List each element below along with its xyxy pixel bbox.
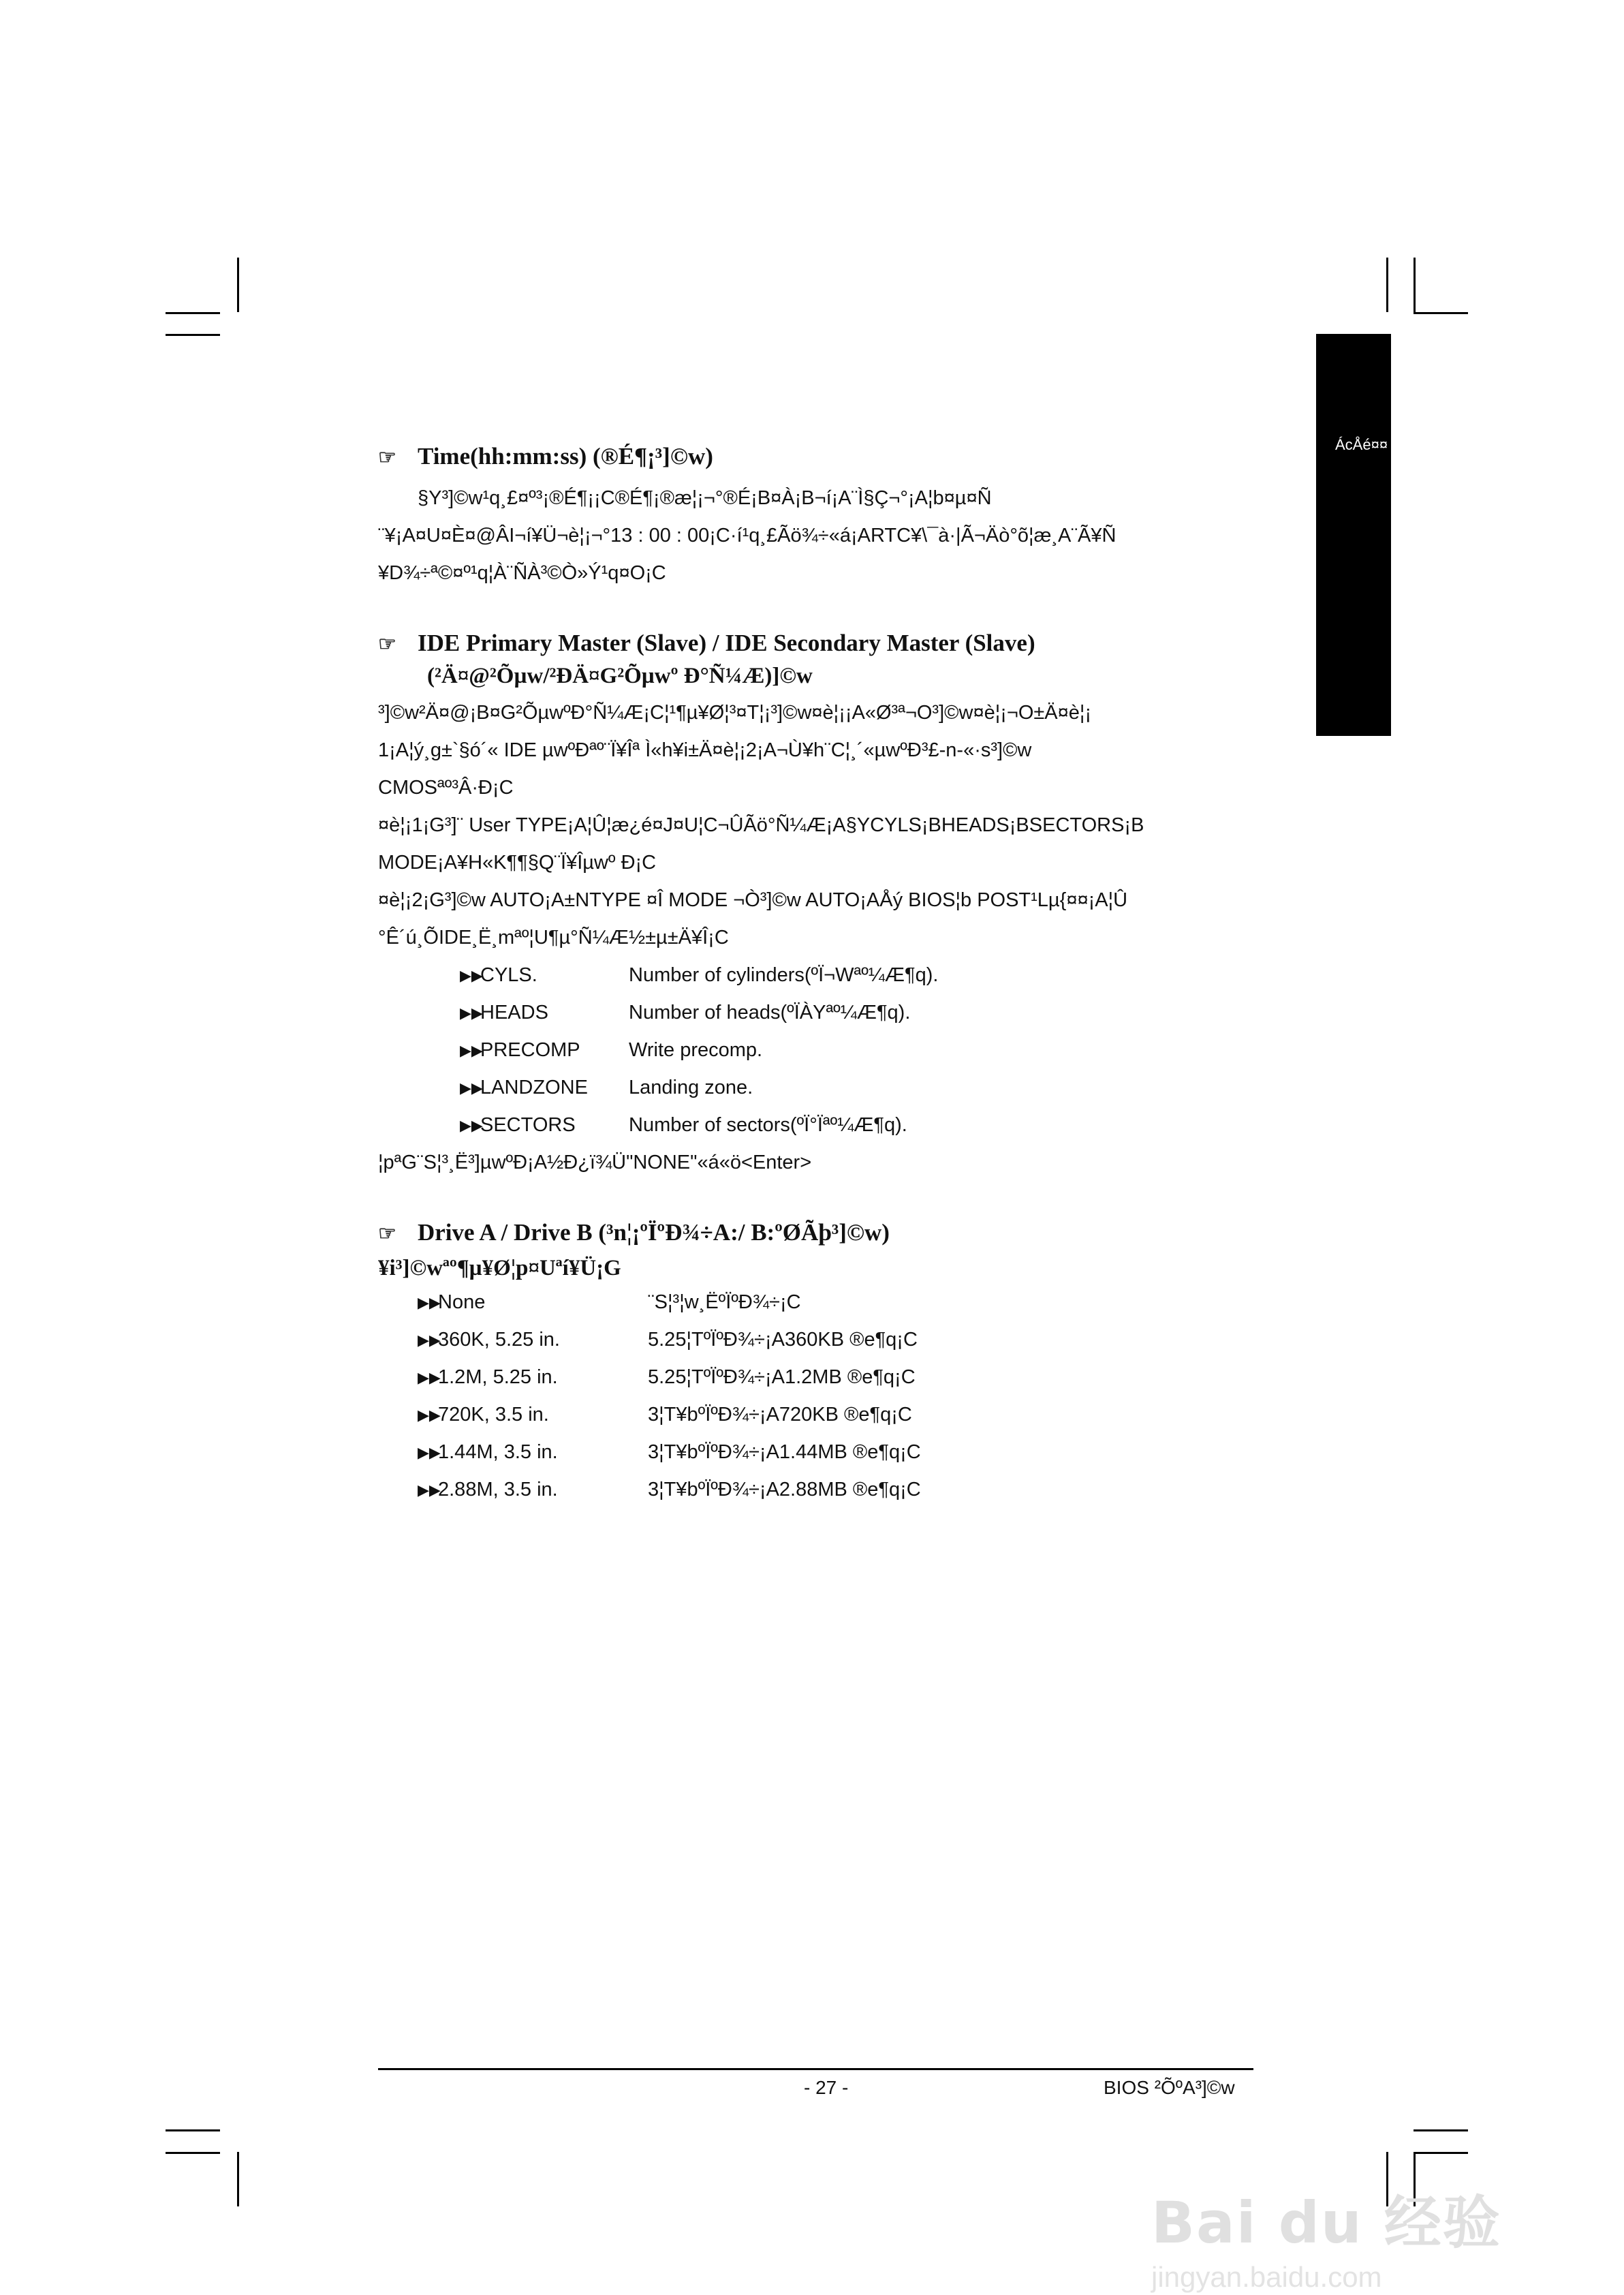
ide-note: ¦pªG¨S¦³¸Ë³]µwºÐ¡A½Ð¿ï¾Ü"NONE"«á«ö<Enter>: [378, 1152, 812, 1173]
double-arrow-icon: ▶▶: [460, 967, 483, 984]
crop-mark: [1414, 258, 1416, 312]
watermark-url: jingyan.baidu.com: [1151, 2261, 1382, 2293]
ide-paragraph-line: 1¡A¦ý¸g±`§ó´« IDE µwºÐªº¨Ï¥Îª Ì«h¥i±Ä¤è¦¡2¡A¬Ù¥h¨C¦¸´«µwºÐ³£-n-«·s³]©w: [378, 739, 1032, 761]
parameter-key: CYLS.: [480, 964, 537, 986]
crop-mark: [237, 2152, 239, 2206]
parameter-key: PRECOMP: [480, 1039, 580, 1061]
parameter-description: Number of cylinders(ºÏ¬Wªº¼Æ¶q).: [629, 964, 939, 986]
option-key: 1.44M, 3.5 in.: [438, 1441, 558, 1463]
crop-mark: [1414, 2152, 1468, 2154]
crop-mark: [166, 334, 220, 336]
watermark: [1151, 2177, 1505, 2294]
double-arrow-icon: ▶▶: [418, 1331, 441, 1349]
double-arrow-icon: ▶▶: [418, 1369, 441, 1386]
crop-mark: [166, 2152, 220, 2154]
chapter-side-tab-label: ÁcÅé¤¤: [1335, 436, 1388, 453]
list-item: [418, 1359, 1253, 1396]
pointing-hand-icon: ☞: [378, 1222, 396, 1245]
ide-paragraph-line: ¤è¦¡1¡G³]¨ User TYPE¡A¦Û¦æ¿é¤J¤U¦C¬ÛÃö°Ñ¼Æ¡A§YCYLS¡BHEADS¡BSECTORS¡B: [378, 814, 1144, 836]
list-item: [460, 1032, 1253, 1069]
option-description: 3¦T¥bºÏºÐ¾÷¡A2.88MB ®e¶q¡C: [648, 1479, 921, 1500]
time-heading-text: Time(hh:mm:ss) (®É¶¡³]©w): [418, 443, 713, 469]
ide-parameter-list: [378, 957, 1253, 1144]
list-item: [418, 1471, 1253, 1509]
time-paragraph-line: ¥D¾÷ª©¤º¹q¦À¨ÑÀ³©Ò»Ý¹q¤O¡C: [378, 562, 666, 584]
drive-option-list: [378, 1284, 1253, 1509]
option-key: 360K, 5.25 in.: [438, 1329, 560, 1351]
double-arrow-icon: ▶▶: [460, 1117, 483, 1134]
pointing-hand-icon: ☞: [378, 446, 396, 469]
footer-rule: [378, 2068, 1253, 2070]
list-item: [460, 1107, 1253, 1144]
crop-mark: [1386, 258, 1388, 312]
watermark-logo: Bai du 经验: [1151, 2189, 1501, 2256]
chapter-side-tab: [1316, 334, 1391, 736]
option-key: 720K, 3.5 in.: [438, 1404, 549, 1426]
ide-paragraph-line: CMOSªº³Â·Ð¡C: [378, 777, 514, 799]
parameter-key: HEADS: [480, 1002, 548, 1023]
pointing-hand-icon: ☞: [378, 633, 396, 656]
parameter-key: SECTORS: [480, 1114, 576, 1136]
drive-heading: [378, 1219, 1253, 1246]
parameter-description: Write precomp.: [629, 1039, 763, 1061]
option-description: 3¦T¥bºÏºÐ¾÷¡A720KB ®e¶q¡C: [648, 1404, 912, 1426]
drive-subheading: ¥i³]©wªº¶µ¥Ø¦p¤Uªí¥Ü¡G: [378, 1256, 621, 1280]
ide-subheading: (²Ä¤@²Õµw/²ÐÄ¤G²Õµwº Ð°Ñ¼Æ)]©w: [427, 664, 813, 688]
option-key: 2.88M, 3.5 in.: [438, 1479, 558, 1500]
double-arrow-icon: ▶▶: [418, 1444, 441, 1461]
list-item: [460, 994, 1253, 1032]
double-arrow-icon: ▶▶: [418, 1406, 441, 1423]
option-description: 5.25¦TºÏºÐ¾÷¡A1.2MB ®e¶q¡C: [648, 1366, 916, 1388]
footer-chapter-title: BIOS ²ÕºA³]©w: [1104, 2077, 1235, 2098]
list-item: [418, 1284, 1253, 1321]
crop-mark: [166, 312, 220, 314]
option-description: 3¦T¥bºÏºÐ¾÷¡A1.44MB ®e¶q¡C: [648, 1441, 921, 1463]
page-number: - 27 -: [804, 2077, 849, 2098]
double-arrow-icon: ▶▶: [418, 1481, 441, 1498]
double-arrow-icon: ▶▶: [460, 1042, 483, 1059]
list-item: [418, 1434, 1253, 1471]
parameter-description: Number of sectors(ºÏ°Ïªº¼Æ¶q).: [629, 1114, 907, 1136]
ide-paragraph-line: ³]©w²Ä¤@¡B¤G²ÕµwºÐ°Ñ¼Æ¡C¦¹¶µ¥Ø¦³¤T¦¡³]©w¤è¦¡¡A«Ø³ª¬O³]©w¤è¦¡¬O±Ä¤è¦¡: [378, 702, 1092, 724]
option-key: 1.2M, 5.25 in.: [438, 1366, 558, 1388]
parameter-description: Number of heads(ºÏÀYªº¼Æ¶q).: [629, 1002, 911, 1023]
crop-mark: [237, 258, 239, 312]
time-paragraph-line: ¨¥¡A¤U¤È¤@ÂI¬í¥Ü¬è¦¡¬°13 : 00 : 00¡C·í¹q¸£Ãö¾÷«á¡ARTC¥\¯à·|Ã¬Äò°õ¦æ¸A¨Ã¥Ñ: [378, 525, 1116, 546]
parameter-description: Landing zone.: [629, 1077, 753, 1098]
double-arrow-icon: ▶▶: [418, 1294, 441, 1311]
ide-heading: [378, 630, 1253, 657]
option-key: None: [438, 1291, 486, 1313]
ide-heading-text: IDE Primary Master (Slave) / IDE Secondary Master (Slave): [418, 630, 1035, 656]
option-description: ¨S¦³¦w¸ËºÏºÐ¾÷¡C: [648, 1291, 801, 1313]
time-paragraph-line: §Y³]©w¹q¸£¤º³¡®É¶¡¡C®É¶¡®æ¦¡¬°®É¡B¤À¡B¬í¡A¨Ì§Ç¬°¡A¦b¤µ¤Ñ: [418, 487, 992, 509]
time-heading: [378, 443, 1253, 470]
list-item: [418, 1321, 1253, 1359]
list-item: [460, 957, 1253, 994]
option-description: 5.25¦TºÏºÐ¾÷¡A360KB ®e¶q¡C: [648, 1329, 918, 1351]
double-arrow-icon: ▶▶: [460, 1004, 483, 1021]
crop-mark: [166, 2129, 220, 2131]
ide-paragraph-line: MODE¡A¥H«K¶¶§Q¨Ï¥Îµwº Ð¡C: [378, 852, 657, 874]
page-content: [378, 443, 1253, 1509]
crop-mark: [1414, 312, 1468, 314]
double-arrow-icon: ▶▶: [460, 1079, 483, 1096]
ide-paragraph-line: °Ê´ú¸ÕIDE¸Ë¸mªº¦U¶µ°Ñ¼Æ½±µ±Ä¥Î¡C: [378, 927, 729, 949]
list-item: [460, 1069, 1253, 1107]
ide-paragraph-line: ¤è¦¡2¡G³]©w AUTO¡A±NTYPE ¤Î MODE ¬Ò³]©w AUTO¡AÅý BIOS¦b POST¹Lµ{¤¤¡A¦Û: [378, 889, 1128, 911]
parameter-key: LANDZONE: [480, 1077, 588, 1098]
crop-mark: [1414, 2129, 1468, 2131]
list-item: [418, 1396, 1253, 1434]
drive-heading-text: Drive A / Drive B (³n¦¡ºÏºÐ¾÷A:/ B:ºØÃþ³]©w): [418, 1219, 890, 1246]
